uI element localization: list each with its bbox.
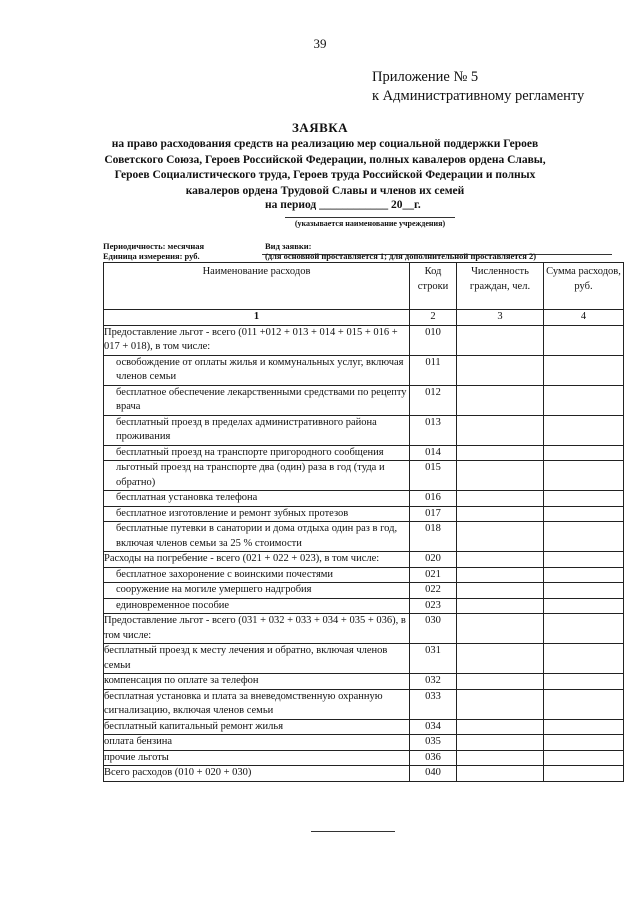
row-name: освобождение от оплаты жилья и коммунальных услуг, включая членов семьи [104, 355, 410, 385]
row-sum-cell[interactable] [544, 445, 624, 461]
row-count-cell[interactable] [457, 598, 544, 614]
row-sum-cell[interactable] [544, 735, 624, 751]
row-count-cell[interactable] [457, 522, 544, 552]
table-row [104, 567, 624, 583]
request-type-note: (для основной проставляется 1; для дополнительной проставляется 2) [265, 251, 537, 261]
unit-label: Единица измерения: руб. [103, 251, 200, 261]
row-code: 036 [410, 750, 457, 766]
row-code: 016 [410, 491, 457, 507]
row-code: 010 [410, 325, 457, 355]
table-row [104, 552, 624, 568]
table-row [104, 674, 624, 690]
header-name: Наименование расходов [104, 263, 410, 310]
row-count-cell[interactable] [457, 689, 544, 719]
header-code: Код строки [410, 263, 457, 310]
page-number: 39 [313, 36, 327, 51]
table-row [104, 522, 624, 552]
table-row [104, 644, 624, 674]
period-line: на период ____________ 20__г. [265, 199, 421, 211]
table-row [104, 735, 624, 751]
row-count-cell[interactable] [457, 750, 544, 766]
row-name: бесплатное обеспечение лекарственными средствами по рецепту врача [104, 385, 410, 415]
row-count-cell[interactable] [457, 355, 544, 385]
row-sum-cell[interactable] [544, 689, 624, 719]
periodicity-label: Периодичность: месячная [103, 241, 205, 251]
table-row [104, 385, 624, 415]
table-row [104, 355, 624, 385]
row-code: 031 [410, 644, 457, 674]
row-code: 023 [410, 598, 457, 614]
row-sum-cell[interactable] [544, 491, 624, 507]
row-count-cell[interactable] [457, 583, 544, 599]
row-name: Расходы на погребение - всего (021 + 022 + 023), в том числе: [104, 552, 410, 568]
document-subtitle: на право расходования средств на реализацию мер социальной поддержки Героев Советского Союза, Героев Российской Федерации, полных кавалеров ордена Славы, Героев Социалистического труда, Героев труда Российской Федерации и полных кавалеров ордена Трудовой Славы и членов их семей [104, 138, 546, 197]
row-sum-cell[interactable] [544, 385, 624, 415]
row-count-cell[interactable] [457, 506, 544, 522]
row-count-cell[interactable] [457, 491, 544, 507]
row-name: бесплатный капитальный ремонт жилья [104, 719, 410, 735]
row-sum-cell[interactable] [544, 506, 624, 522]
row-name: бесплатный проезд к месту лечения и обратно, включая членов семьи [104, 644, 410, 674]
row-code: 018 [410, 522, 457, 552]
row-code: 017 [410, 506, 457, 522]
table-row [104, 506, 624, 522]
row-name: компенсация по оплате за телефон [104, 674, 410, 690]
row-sum-cell[interactable] [544, 766, 624, 782]
row-sum-cell[interactable] [544, 325, 624, 355]
table-row [104, 750, 624, 766]
header-count: Численность граждан, чел. [457, 263, 544, 310]
table-row [104, 461, 624, 491]
row-sum-cell[interactable] [544, 355, 624, 385]
row-sum-cell[interactable] [544, 522, 624, 552]
row-name: сооружение на могиле умершего надгробия [104, 583, 410, 599]
row-code: 012 [410, 385, 457, 415]
table-row [104, 719, 624, 735]
row-code: 040 [410, 766, 457, 782]
institution-blank-line [285, 217, 455, 218]
closing-rule [311, 831, 395, 832]
column-number-3: 3 [457, 310, 544, 326]
row-count-cell[interactable] [457, 674, 544, 690]
table-row [104, 583, 624, 599]
row-name: бесплатная установка телефона [104, 491, 410, 507]
row-name: бесплатное изготовление и ремонт зубных протезов [104, 506, 410, 522]
row-name: оплата бензина [104, 735, 410, 751]
appendix-line-2: к Административному регламенту [372, 88, 585, 104]
table-row [104, 445, 624, 461]
row-sum-cell[interactable] [544, 567, 624, 583]
row-name: Предоставление льгот - всего (011 +012 + 013 + 014 + 015 + 016 + 017 + 018), в том числе: [104, 325, 410, 355]
row-name: Всего расходов (010 + 020 + 030) [104, 766, 410, 782]
table-row [104, 766, 624, 782]
row-name: бесплатный проезд в пределах административного района проживания [104, 415, 410, 445]
row-count-cell[interactable] [457, 552, 544, 568]
row-code: 014 [410, 445, 457, 461]
row-count-cell[interactable] [457, 385, 544, 415]
column-number-4: 4 [544, 310, 624, 326]
row-name: бесплатное захоронение с воинскими почестями [104, 567, 410, 583]
row-code: 011 [410, 355, 457, 385]
row-name: Предоставление льгот - всего (031 + 032 + 033 + 034 + 035 + 036), в том числе: [104, 614, 410, 644]
column-numbers-row [104, 310, 624, 326]
row-sum-cell[interactable] [544, 598, 624, 614]
institution-note: (указывается наименование учреждения) [294, 219, 446, 228]
row-code: 034 [410, 719, 457, 735]
row-count-cell[interactable] [457, 415, 544, 445]
row-count-cell[interactable] [457, 644, 544, 674]
row-code: 035 [410, 735, 457, 751]
table-row [104, 614, 624, 644]
row-count-cell[interactable] [457, 766, 544, 782]
row-count-cell[interactable] [457, 325, 544, 355]
row-code: 021 [410, 567, 457, 583]
row-sum-cell[interactable] [544, 644, 624, 674]
row-code: 032 [410, 674, 457, 690]
row-name: льготный проезд на транспорте два (один) раза в год (туда и обратно) [104, 461, 410, 491]
document-title: ЗАЯВКА [291, 120, 349, 135]
row-sum-cell[interactable] [544, 583, 624, 599]
row-name: единовременное пособие [104, 598, 410, 614]
row-code: 033 [410, 689, 457, 719]
row-sum-cell[interactable] [544, 719, 624, 735]
expenses-table [103, 262, 624, 782]
row-code: 013 [410, 415, 457, 445]
row-code: 015 [410, 461, 457, 491]
table-header-row [104, 263, 624, 310]
table-row [104, 415, 624, 445]
row-count-cell[interactable] [457, 567, 544, 583]
row-sum-cell[interactable] [544, 552, 624, 568]
header-sum: Сумма расходов, руб. [544, 263, 624, 310]
row-code: 022 [410, 583, 457, 599]
row-name: бесплатные путевки в санатории и дома отдыха один раз в год, включая членов семьи за 25 % стоимости [104, 522, 410, 552]
table-row [104, 598, 624, 614]
row-code: 020 [410, 552, 457, 568]
row-name: бесплатный проезд на транспорте пригородного сообщения [104, 445, 410, 461]
row-name: прочие льготы [104, 750, 410, 766]
row-sum-cell[interactable] [544, 614, 624, 644]
column-number-2: 2 [410, 310, 457, 326]
row-count-cell[interactable] [457, 614, 544, 644]
table-row [104, 689, 624, 719]
row-sum-cell[interactable] [544, 750, 624, 766]
table-row [104, 491, 624, 507]
request-type-label: Вид заявки: [265, 241, 312, 251]
row-count-cell[interactable] [457, 445, 544, 461]
appendix-heading [372, 68, 584, 106]
row-code: 030 [410, 614, 457, 644]
row-count-cell[interactable] [457, 735, 544, 751]
row-sum-cell[interactable] [544, 415, 624, 445]
row-sum-cell[interactable] [544, 461, 624, 491]
row-sum-cell[interactable] [544, 674, 624, 690]
table-row [104, 325, 624, 355]
row-count-cell[interactable] [457, 461, 544, 491]
appendix-line-1: Приложение № 5 [372, 69, 479, 85]
row-count-cell[interactable] [457, 719, 544, 735]
column-number-1: 1 [104, 310, 410, 326]
row-name: бесплатная установка и плата за вневедомственную охранную сигнализацию, включая членов семьи [104, 689, 410, 719]
